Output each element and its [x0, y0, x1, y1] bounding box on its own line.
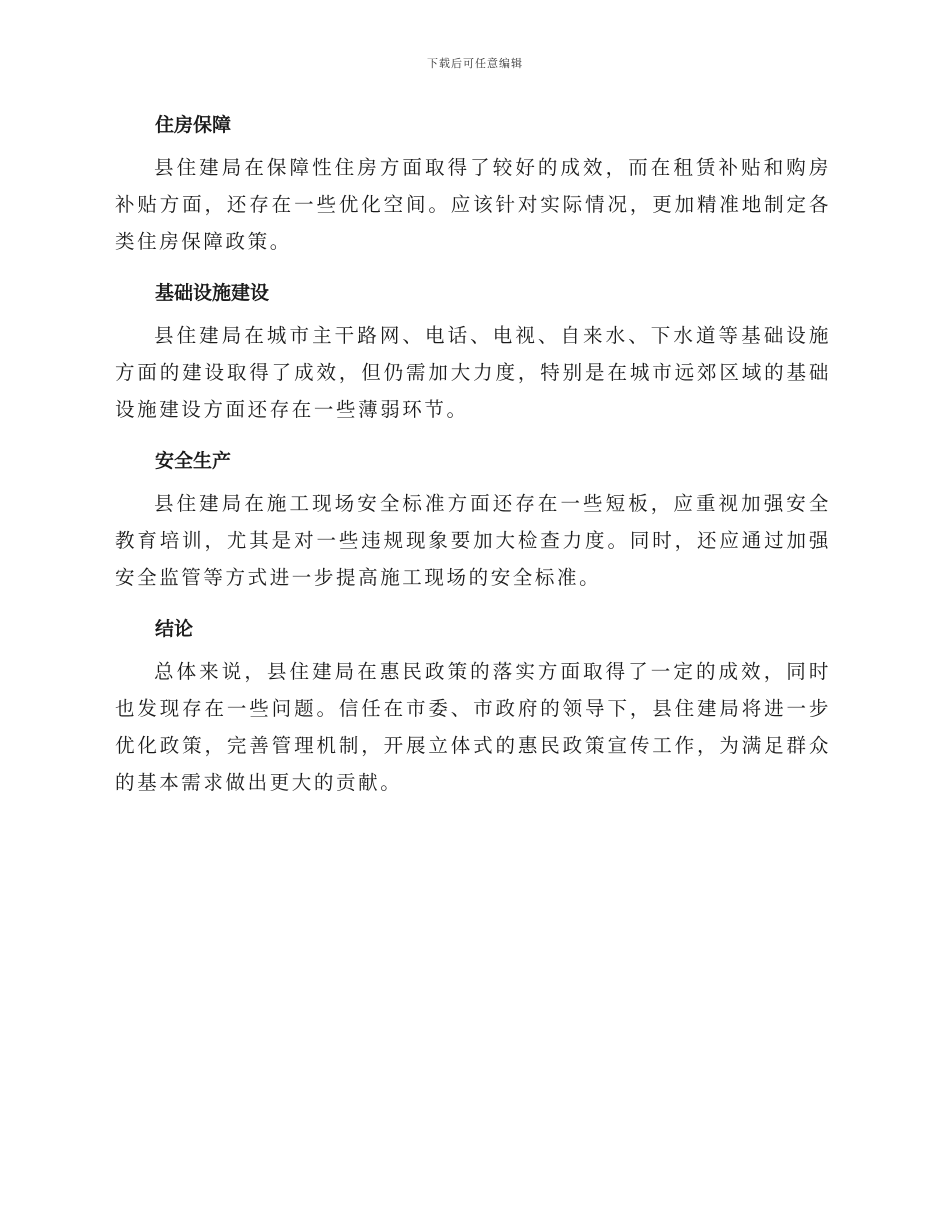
section-paragraph: 县住建局在施工现场安全标准方面还存在一些短板，应重视加强安全教育培训，尤其是对一些违规现象要加大检查力度。同时，还应通过加强安全监管等方式进一步提高施工现场的安全标准。	[115, 492, 831, 589]
section-housing-security	[115, 106, 831, 260]
document-body	[115, 106, 831, 815]
section-safety-production	[115, 442, 831, 596]
section-conclusion	[115, 610, 831, 801]
section-infrastructure	[115, 274, 831, 428]
section-paragraph: 总体来说，县住建局在惠民政策的落实方面取得了一定的成效，同时也发现存在一些问题。信任在市委、市政府的领导下，县住建局将进一步优化政策，完善管理机制，开展立体式的惠民政策宣传工作，为满足群众的基本需求做出更大的贡献。	[115, 660, 831, 794]
section-paragraph: 县住建局在保障性住房方面取得了较好的成效，而在租赁补贴和购房补贴方面，还存在一些优化空间。应该针对实际情况，更加精准地制定各类住房保障政策。	[115, 156, 831, 253]
section-heading: 安全生产	[155, 450, 232, 472]
page-header-note: 下载后可任意编辑	[427, 57, 523, 70]
section-heading: 结论	[155, 618, 194, 640]
section-paragraph: 县住建局在城市主干路网、电话、电视、自来水、下水道等基础设施方面的建设取得了成效，但仍需加大力度，特别是在城市远郊区域的基础设施建设方面还存在一些薄弱环节。	[115, 324, 831, 421]
section-heading: 基础设施建设	[155, 282, 270, 304]
section-heading: 住房保障	[155, 114, 232, 136]
